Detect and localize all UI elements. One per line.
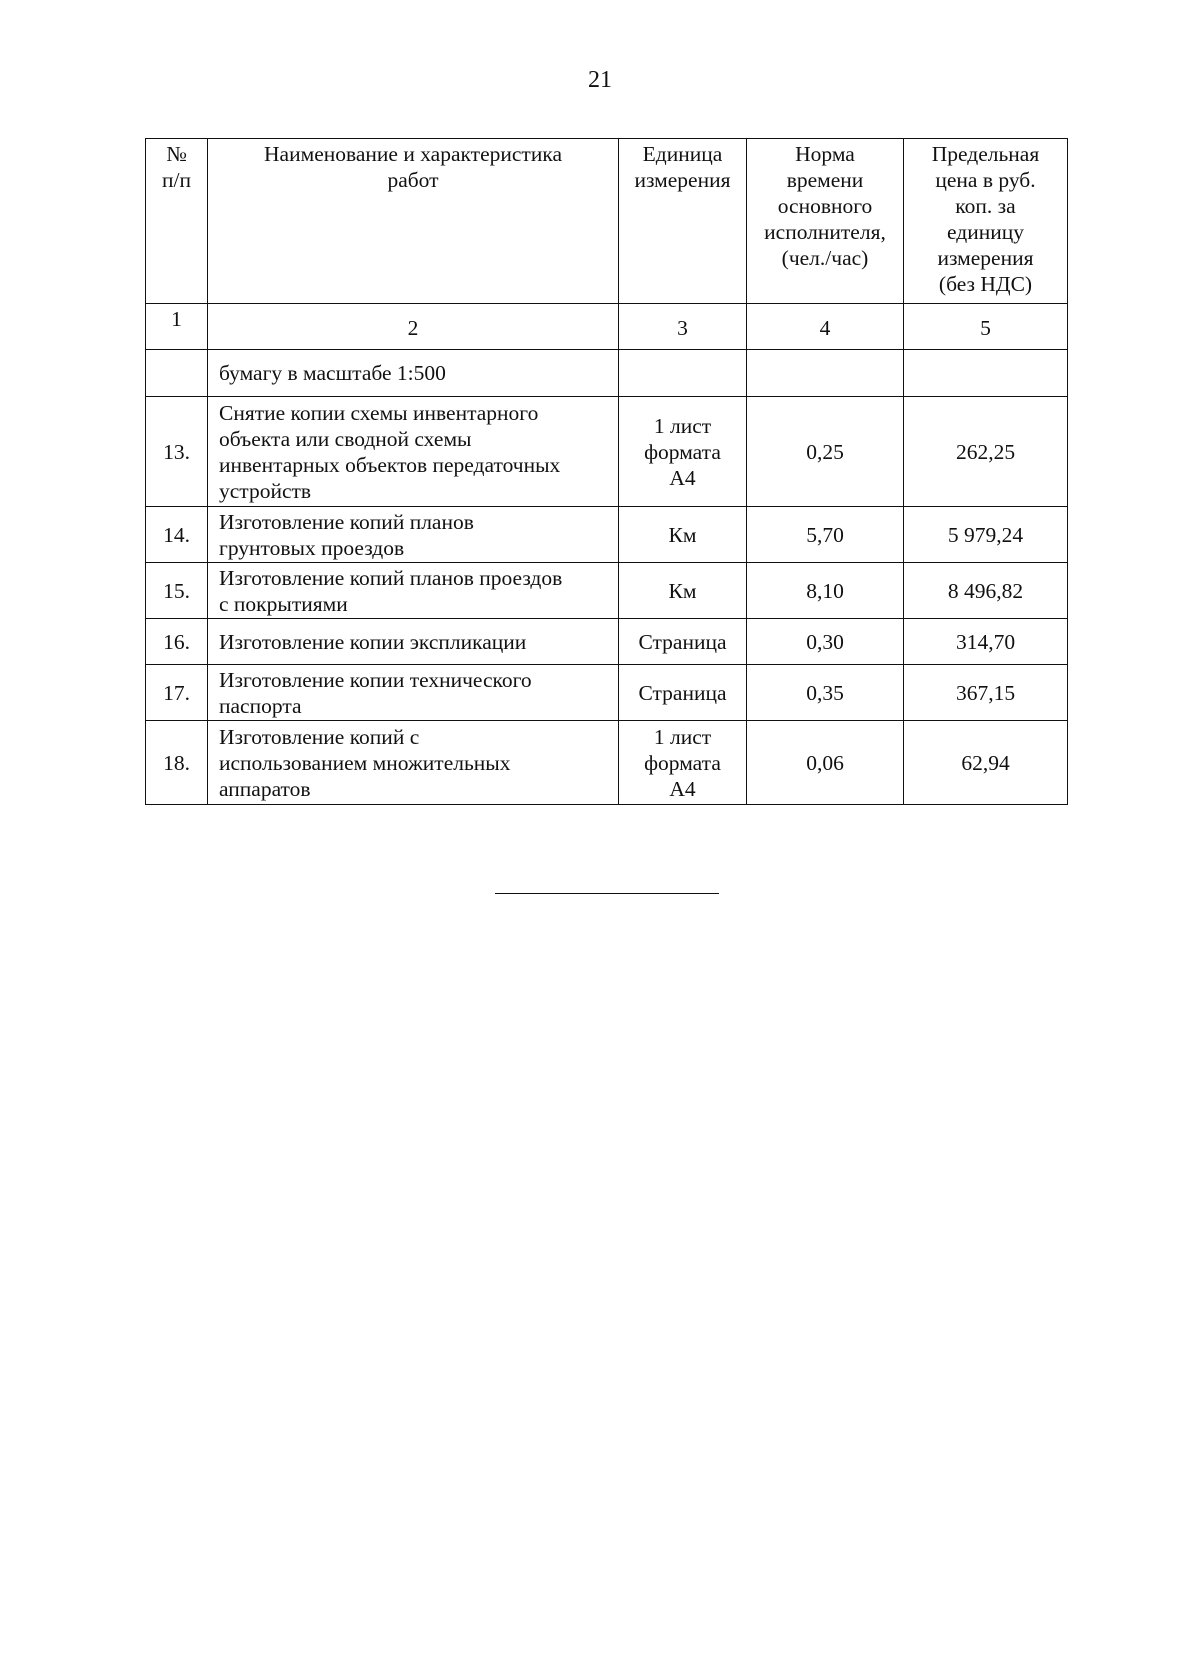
row-name: Снятие копии схемы инвентарного объекта или сводной схемы инвентарных объектов передаточных устройств <box>208 397 619 507</box>
row-name: Изготовление копий планов грунтовых проездов <box>208 507 619 563</box>
table-header-row <box>146 139 1068 304</box>
header-norm: Норма времени основного исполнителя, (чел./час) <box>747 139 904 304</box>
row-num: 16. <box>146 619 208 665</box>
row-norm <box>747 350 904 397</box>
table-row <box>146 721 1068 805</box>
table-row <box>146 619 1068 665</box>
table-row <box>146 665 1068 721</box>
column-number: 4 <box>747 304 904 350</box>
row-norm: 0,30 <box>747 619 904 665</box>
column-number-row <box>146 304 1068 350</box>
row-norm: 8,10 <box>747 563 904 619</box>
row-price: 367,15 <box>904 665 1068 721</box>
row-num: 14. <box>146 507 208 563</box>
row-num: 15. <box>146 563 208 619</box>
row-name: бумагу в масштабе 1:500 <box>208 350 619 397</box>
header-price: Предельная цена в руб. коп. за единицу измерения (без НДС) <box>904 139 1068 304</box>
row-price: 262,25 <box>904 397 1068 507</box>
row-unit <box>619 350 747 397</box>
end-divider-line <box>495 893 719 894</box>
row-norm: 0,06 <box>747 721 904 805</box>
row-norm: 0,35 <box>747 665 904 721</box>
row-unit: Км <box>619 563 747 619</box>
row-price <box>904 350 1068 397</box>
row-price: 5 979,24 <box>904 507 1068 563</box>
price-table <box>145 138 1068 805</box>
row-price: 62,94 <box>904 721 1068 805</box>
row-norm: 0,25 <box>747 397 904 507</box>
row-num: 17. <box>146 665 208 721</box>
column-number: 3 <box>619 304 747 350</box>
table-row <box>146 350 1068 397</box>
column-number: 5 <box>904 304 1068 350</box>
row-name: Изготовление копии технического паспорта <box>208 665 619 721</box>
row-norm: 5,70 <box>747 507 904 563</box>
row-unit: 1 лист формата А4 <box>619 721 747 805</box>
row-price: 314,70 <box>904 619 1068 665</box>
header-unit: Единица измерения <box>619 139 747 304</box>
row-name: Изготовление копии экспликации <box>208 619 619 665</box>
page-number: 21 <box>588 67 612 93</box>
row-unit: Км <box>619 507 747 563</box>
row-num <box>146 350 208 397</box>
table-row <box>146 397 1068 507</box>
row-num: 18. <box>146 721 208 805</box>
row-unit: Страница <box>619 619 747 665</box>
table-row <box>146 563 1068 619</box>
row-unit: 1 лист формата А4 <box>619 397 747 507</box>
header-num: № п/п <box>146 139 208 304</box>
row-name: Изготовление копий с использованием множительных аппаратов <box>208 721 619 805</box>
column-number: 1 <box>146 304 208 350</box>
row-name: Изготовление копий планов проездов с покрытиями <box>208 563 619 619</box>
row-num: 13. <box>146 397 208 507</box>
row-price: 8 496,82 <box>904 563 1068 619</box>
row-unit: Страница <box>619 665 747 721</box>
header-name: Наименование и характеристика работ <box>208 139 619 304</box>
column-number: 2 <box>208 304 619 350</box>
table-row <box>146 507 1068 563</box>
